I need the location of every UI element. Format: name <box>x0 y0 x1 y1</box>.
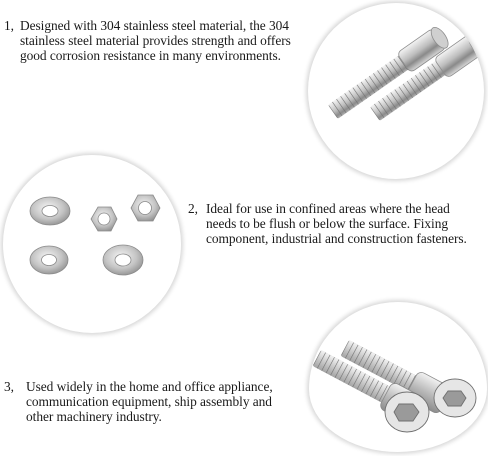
feature-2-line-3: component, industrial and construction fasteners. <box>206 231 467 247</box>
screws-photo <box>308 3 484 179</box>
screw-heads-illustration <box>309 302 487 452</box>
feature-1-line-2: stainless steel material provides strength and offers <box>20 33 291 49</box>
feature-1-line-3: good corrosion resistance in many environments. <box>20 48 281 64</box>
feature-3-line-1: Used widely in the home and office appliance, <box>26 379 273 394</box>
feature-3 <box>4 379 273 425</box>
feature-3-number: 3, <box>4 379 14 394</box>
feature-2 <box>188 201 467 247</box>
screw-heads-photo <box>309 302 487 452</box>
feature-3-line-3: other machinery industry. <box>26 409 162 425</box>
feature-1-number: 1, <box>4 18 14 33</box>
feature-2-number: 2, <box>188 201 198 216</box>
screws-illustration <box>308 3 484 179</box>
feature-2-line-1: Ideal for use in confined areas where the head <box>206 201 450 216</box>
nuts-washers-illustration <box>3 155 181 333</box>
feature-1 <box>4 18 291 64</box>
feature-1-line-1: Designed with 304 stainless steel material, the 304 <box>20 18 289 33</box>
feature-2-line-2: needs to be flush or below the surface. Fixing <box>206 216 449 232</box>
feature-3-line-2: communication equipment, ship assembly and <box>26 394 272 410</box>
nuts-washers-photo <box>3 155 181 333</box>
